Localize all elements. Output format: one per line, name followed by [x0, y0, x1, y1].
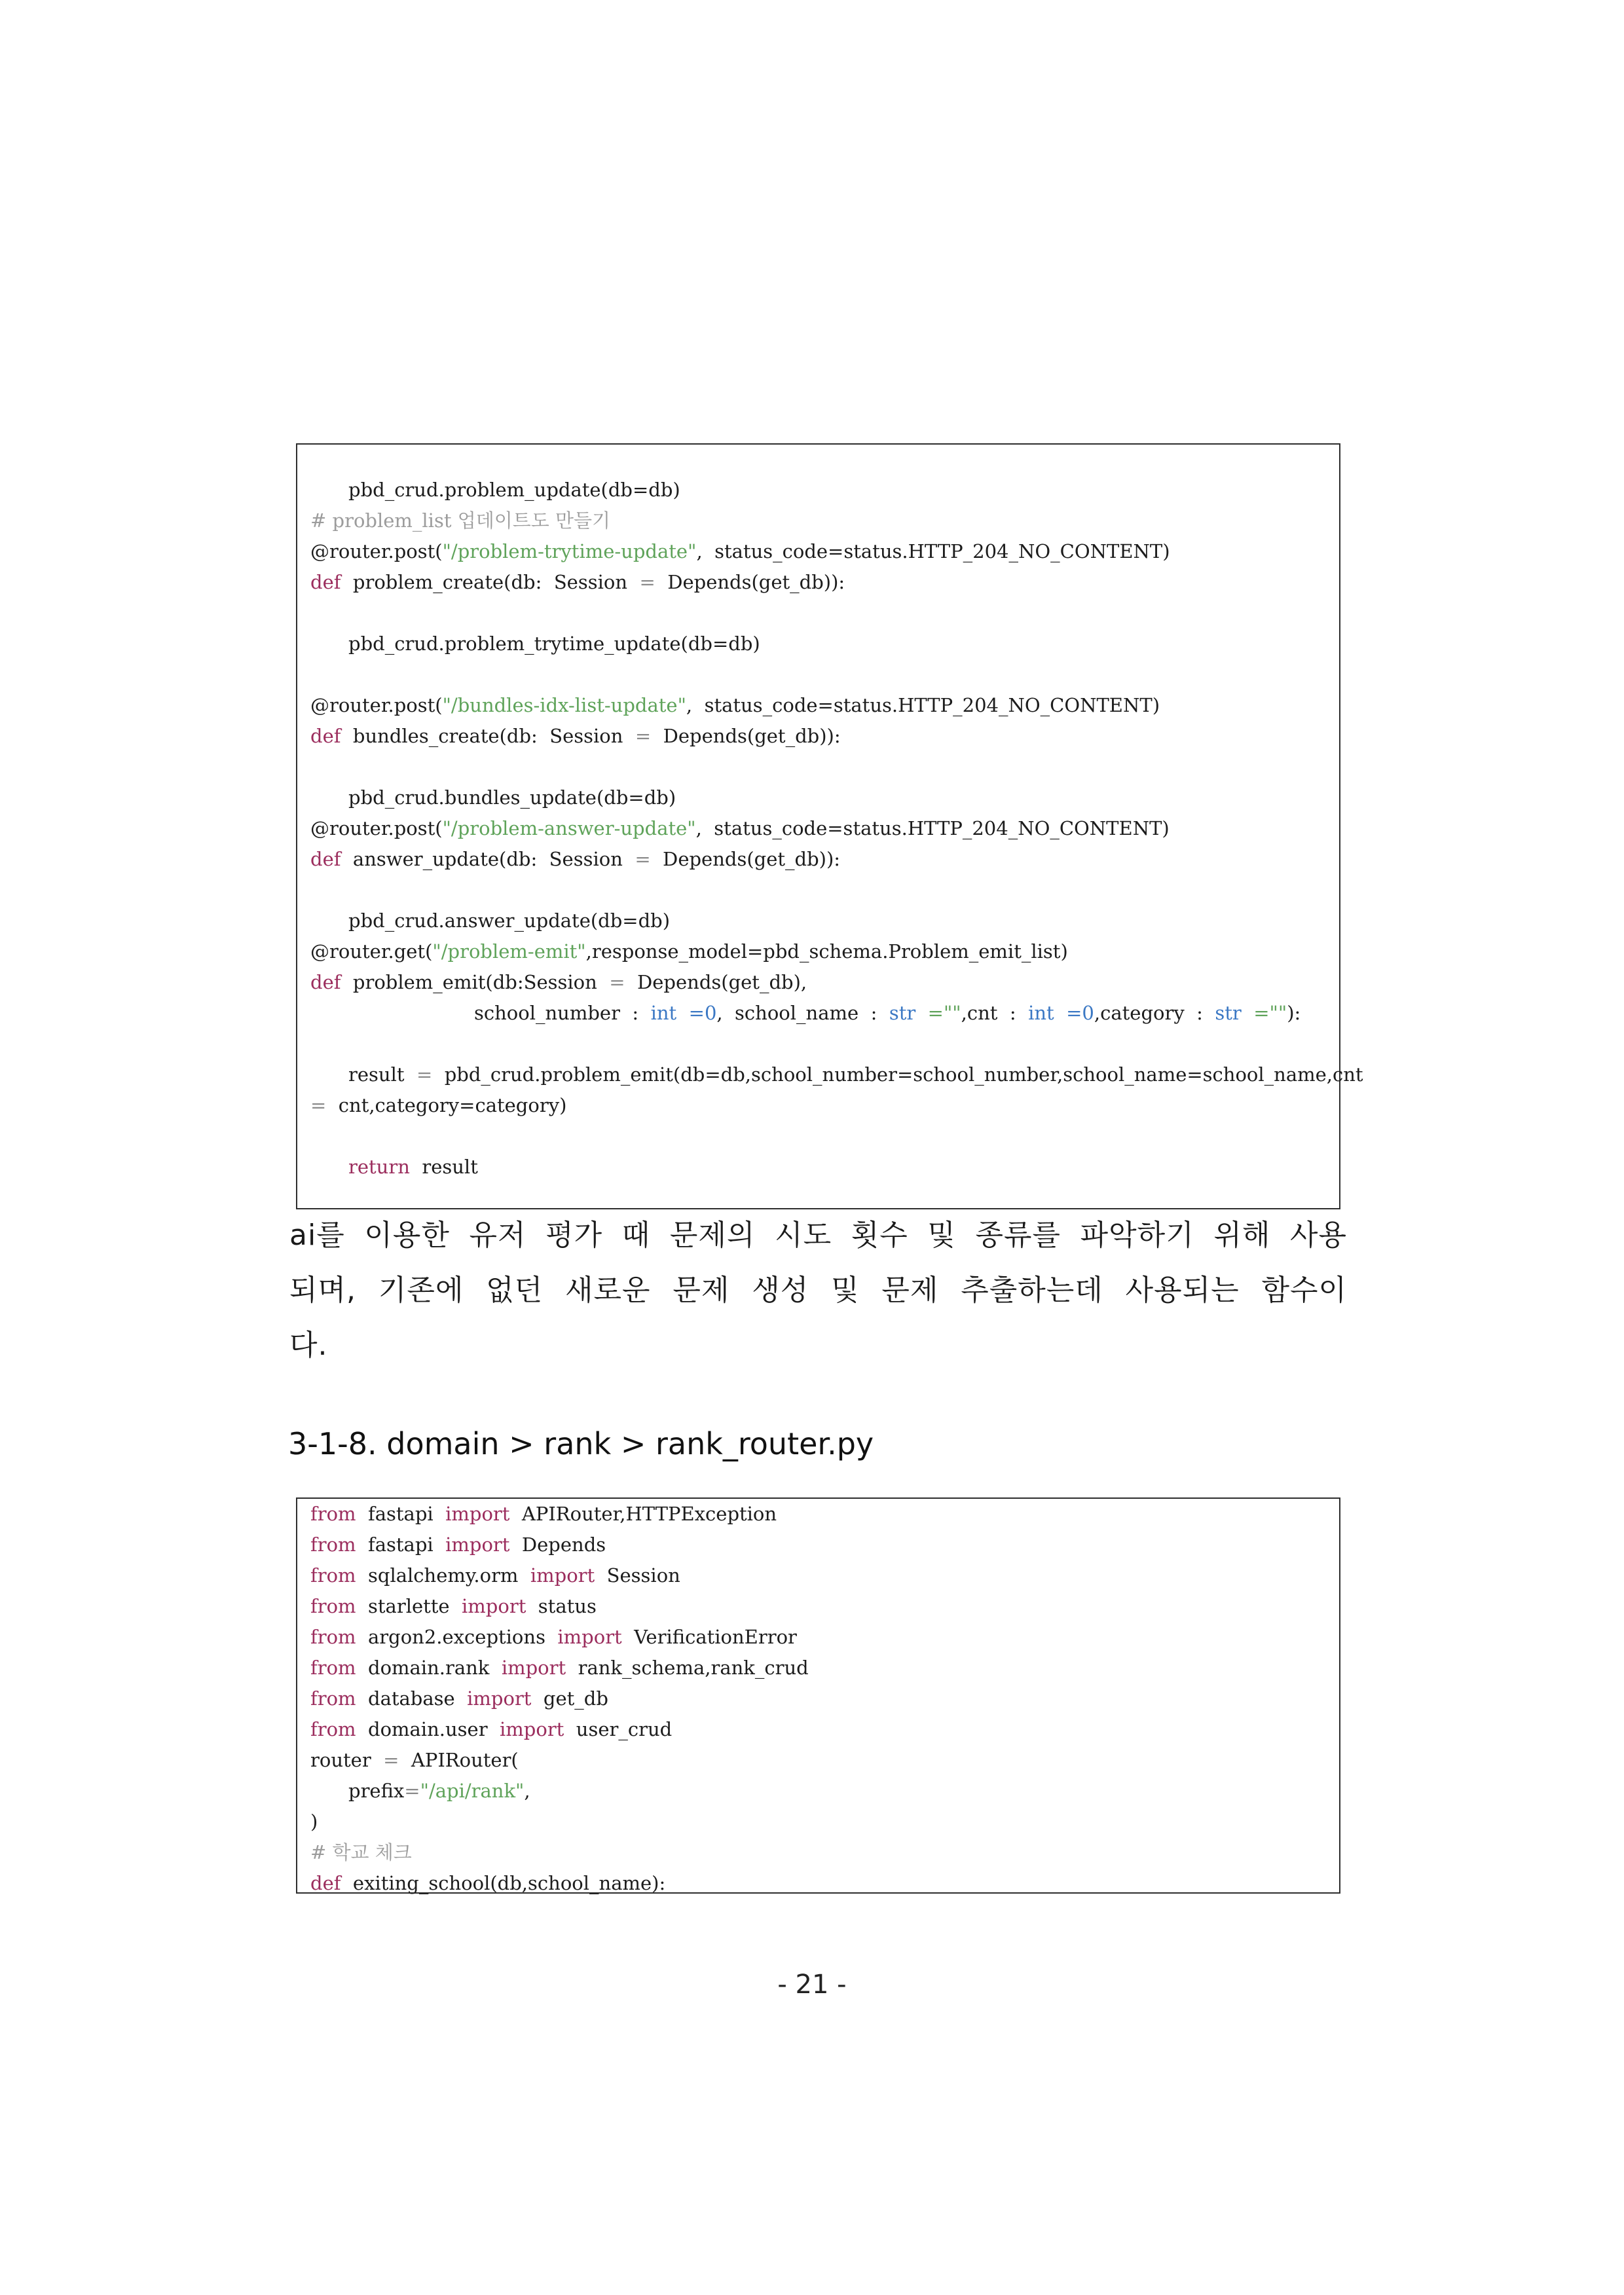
code-token: VerificationError	[621, 1626, 797, 1648]
code-token: fastapi	[356, 1503, 446, 1525]
code-token: ):	[1287, 1002, 1301, 1024]
code-line	[310, 1530, 1326, 1560]
code-token: def	[310, 725, 341, 747]
code-line	[310, 475, 1326, 505]
code-token: )	[310, 1810, 318, 1833]
code-line	[310, 1499, 1326, 1530]
code-token: ,response_model=pbd_schema.Problem_emit_list)	[585, 940, 1068, 963]
code-line	[310, 659, 1326, 690]
code-line	[310, 1059, 1363, 1090]
code-line	[310, 844, 1326, 875]
code-token: argon2.exceptions	[356, 1626, 558, 1648]
code-line	[310, 505, 1326, 536]
code-line	[310, 875, 1326, 906]
code-line	[310, 936, 1326, 967]
code-line	[310, 598, 1326, 629]
code-token: starlette	[356, 1595, 462, 1617]
code-token: fastapi	[356, 1533, 446, 1556]
code-token: =	[383, 1749, 399, 1771]
code-token: =	[635, 725, 652, 747]
code-token: pbd_crud.bundles_update(db=db)	[348, 786, 676, 809]
code-token: bundles_create(db: Session	[341, 725, 635, 747]
code-token: problem_create(db: Session	[341, 571, 640, 593]
code-token: # 학교 체크	[310, 1841, 412, 1864]
code-token: pbd_crud.problem_trytime_update(db=db)	[348, 633, 760, 655]
code-line	[310, 1807, 1326, 1837]
code-token: get_db	[531, 1687, 608, 1710]
code-token: str	[889, 1002, 916, 1024]
code-line	[310, 1121, 1326, 1152]
code-token	[1054, 1002, 1066, 1024]
code-token: result	[409, 1156, 478, 1178]
code-token: database	[356, 1687, 468, 1710]
code-token: Session	[595, 1564, 680, 1587]
code-token: pbd_crud.problem_update(db=db)	[348, 479, 680, 501]
code-line	[310, 690, 1326, 721]
code-token: "/bundles-idx-list-update"	[442, 694, 686, 716]
page-number: - 21 -	[777, 1970, 847, 2000]
code-token: user_crud	[564, 1718, 673, 1740]
code-token: APIRouter(	[399, 1749, 519, 1771]
code-line	[310, 721, 1326, 752]
code-token: status	[526, 1595, 597, 1617]
code-line	[310, 1591, 1326, 1622]
code-token: import	[445, 1503, 510, 1525]
code-token: sqlalchemy.orm	[356, 1564, 530, 1587]
code-token: result	[348, 1063, 416, 1086]
code-line	[310, 782, 1326, 813]
code-line	[310, 1776, 1326, 1807]
section-heading: 3-1-8. domain > rank > rank_router.py	[288, 1426, 874, 1461]
code-token: Depends(get_db),	[625, 971, 807, 993]
code-token: from	[310, 1718, 356, 1740]
code-token: "/api/rank"	[420, 1780, 525, 1802]
code-token: from	[310, 1503, 356, 1525]
code-token: import	[530, 1564, 595, 1587]
code-line	[310, 567, 1326, 598]
code-token: Depends(get_db)):	[655, 571, 845, 593]
code-token: import	[462, 1595, 526, 1617]
code-line	[310, 813, 1326, 844]
code-line	[310, 1090, 1326, 1121]
code-token: =0	[688, 1002, 717, 1024]
code-token: @router.post(	[310, 694, 443, 716]
code-token: , status_code=status.HTTP_204_NO_CONTENT)	[696, 540, 1170, 562]
code-token: def	[310, 1872, 341, 1894]
code-token: =""	[1253, 1002, 1287, 1024]
code-token: from	[310, 1595, 356, 1617]
code-token: from	[310, 1687, 356, 1710]
code-token: str	[1215, 1002, 1242, 1024]
code-token: =	[416, 1063, 433, 1086]
code-token: exiting_school(db,school_name):	[341, 1872, 666, 1894]
code-token: domain.user	[356, 1718, 500, 1740]
code-token: , school_name :	[716, 1002, 889, 1024]
code-line	[310, 1683, 1326, 1714]
code-token: import	[501, 1657, 566, 1679]
code-line	[310, 1745, 1326, 1776]
code-token: int	[1028, 1002, 1054, 1024]
code-token: @router.get(	[310, 940, 433, 963]
code-token	[1242, 1002, 1253, 1024]
code-token	[915, 1002, 927, 1024]
code-line	[310, 1868, 1326, 1899]
code-line	[310, 1837, 1326, 1868]
code-token: ,cnt :	[961, 1002, 1029, 1024]
code-token: =	[635, 848, 651, 870]
code-token: Depends	[509, 1533, 606, 1556]
code-token: =	[310, 1094, 327, 1116]
code-line	[310, 536, 1326, 567]
code-token: Depends(get_db)):	[651, 725, 841, 747]
code-token: school_number :	[474, 1002, 651, 1024]
code-token: import	[557, 1626, 622, 1648]
code-token: @router.post(	[310, 817, 443, 839]
code-token: return	[348, 1156, 410, 1178]
code-token: Depends(get_db)):	[650, 848, 841, 870]
code-line	[310, 967, 1326, 998]
code-token: import	[467, 1687, 532, 1710]
code-token: def	[310, 571, 341, 593]
code-token: problem_emit(db:Session	[341, 971, 610, 993]
code-token: rank_schema,rank_crud	[566, 1657, 809, 1679]
code-token: domain.rank	[356, 1657, 502, 1679]
code-line	[310, 752, 1326, 782]
code-token: ,	[524, 1780, 530, 1802]
code-token: cnt,category=category)	[326, 1094, 567, 1116]
code-token: =	[609, 971, 625, 993]
code-token: "/problem-emit"	[432, 940, 586, 963]
code-token: import	[500, 1718, 564, 1740]
code-token: =""	[927, 1002, 961, 1024]
code-token: def	[310, 971, 341, 993]
code-line	[310, 998, 1326, 1029]
code-line	[310, 1152, 1326, 1183]
code-token: def	[310, 848, 341, 870]
code-token: int	[650, 1002, 677, 1024]
code-block-rank-router	[296, 1497, 1340, 1894]
code-token: @router.post(	[310, 540, 443, 562]
code-token: # problem_list 업데이트도 만들기	[310, 509, 611, 532]
code-line	[310, 1714, 1326, 1745]
description-paragraph: ai를 이용한 유저 평가 때 문제의 시도 횟수 및 종류를 파악하기 위해 사용되며, 기존에 없던 새로운 문제 생성 및 문제 추출하는데 사용되는 함수이다.	[289, 1219, 1347, 1362]
code-token: =	[404, 1780, 420, 1802]
code-token: import	[445, 1533, 510, 1556]
code-token: ,category :	[1094, 1002, 1215, 1024]
code-token: pbd_crud.answer_update(db=db)	[348, 909, 671, 932]
code-token: =0	[1066, 1002, 1094, 1024]
code-line	[310, 1029, 1326, 1059]
code-token: pbd_crud.problem_emit(db=db,school_number=school_number,school_name=school_name,cnt	[432, 1063, 1363, 1086]
code-token: from	[310, 1564, 356, 1587]
code-token: , status_code=status.HTTP_204_NO_CONTENT)	[686, 694, 1160, 716]
code-block-problem-router	[296, 443, 1363, 1209]
code-token: prefix	[348, 1780, 405, 1802]
code-token: , status_code=status.HTTP_204_NO_CONTENT)	[695, 817, 1170, 839]
code-line	[310, 1560, 1326, 1591]
code-token: from	[310, 1533, 356, 1556]
code-line	[310, 629, 1326, 659]
code-token: =	[639, 571, 655, 593]
code-token	[676, 1002, 688, 1024]
code-token: APIRouter,HTTPException	[509, 1503, 777, 1525]
code-token: router	[310, 1749, 384, 1771]
code-line	[310, 906, 1326, 936]
code-token: "/problem-trytime-update"	[442, 540, 697, 562]
code-token: "/problem-answer-update"	[442, 817, 696, 839]
code-token: from	[310, 1657, 356, 1679]
code-token: from	[310, 1626, 356, 1648]
code-line	[310, 1653, 1326, 1683]
code-line	[310, 1622, 1326, 1653]
code-token: answer_update(db: Session	[341, 848, 635, 870]
